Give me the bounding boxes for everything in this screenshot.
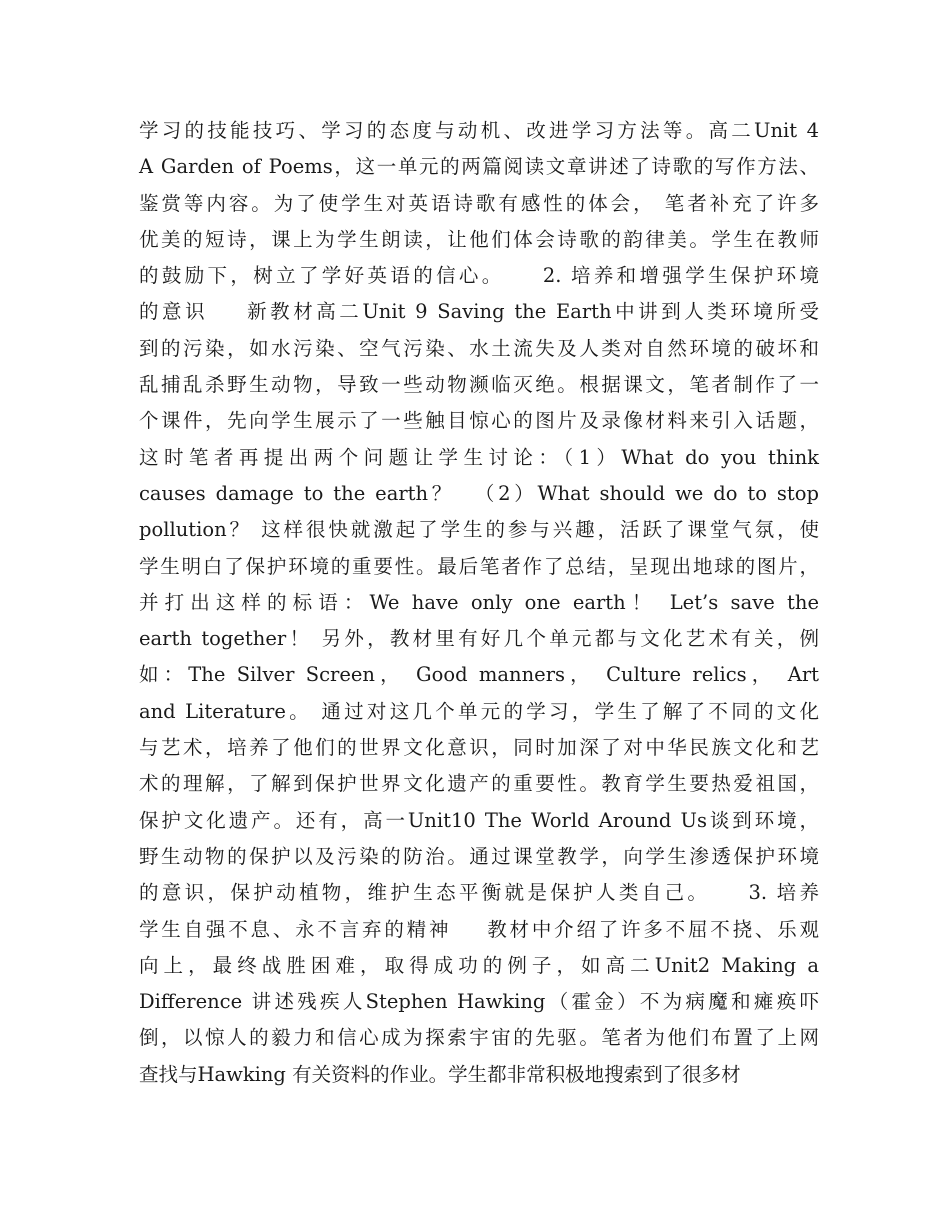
text-line-11: causes damage to the earth？ （2）What should we do to stop xyxy=(139,481,819,505)
text-line-27: 查找与Hawking 有关资料的作业。学生都非常积极地搜索到了很多材 xyxy=(139,1062,741,1086)
text-line-8: 乱捕乱杀野生动物，导致一些动物濒临灭绝。根据课文，笔者制作了一 xyxy=(139,373,819,397)
text-line-10: 这时笔者再提出两个问题让学生讨论：（1）What do you think xyxy=(139,445,819,469)
text-line-17: and Literature。 通过对这几个单元的学习，学生了解了不同的文化 xyxy=(139,699,819,723)
text-line-20: 保护文化遗产。还有，高一Unit10 The World Around Us谈到环境， xyxy=(139,808,819,832)
text-line-24: 向上，最终战胜困难，取得成功的例子，如高二Unit2 Making a xyxy=(139,953,819,977)
text-line-7: 到的污染，如水污染、空气污染、水土流失及人类对自然环境的破坏和 xyxy=(139,336,819,360)
text-line-14: 并打出这样的标语：We have only one earth！ Let’s save the xyxy=(139,590,819,614)
text-line-22: 的意识，保护动植物，维护生态平衡就是保护人类自己。 3. 培养 xyxy=(139,881,819,905)
text-line-18: 与艺术，培养了他们的世界文化意识，同时加深了对中华民族文化和艺 xyxy=(139,736,819,760)
text-line-3: 鉴赏等内容。为了使学生对英语诗歌有感性的体会， 笔者补充了许多 xyxy=(139,191,819,215)
text-line-13: 学生明白了保护环境的重要性。最后笔者作了总结，呈现出地球的图片， xyxy=(139,554,819,578)
text-line-5: 的鼓励下，树立了学好英语的信心。 2. 培养和增强学生保护环境 xyxy=(139,264,819,288)
text-line-2: A Garden of Poems，这一单元的两篇阅读文章讲述了诗歌的写作方法、 xyxy=(139,155,819,179)
body-text xyxy=(139,113,819,1093)
text-line-6: 的意识 新教材高二Unit 9 Saving the Earth中讲到人类环境所受 xyxy=(139,300,819,324)
text-line-25: Difference 讲述残疾人Stephen Hawking（霍金）不为病魔和瘫痪吓 xyxy=(139,990,819,1014)
text-line-4: 优美的短诗，课上为学生朗读，让他们体会诗歌的韵律美。学生在教师 xyxy=(139,227,819,251)
text-line-21: 野生动物的保护以及污染的防治。通过课堂教学，向学生渗透保护环境 xyxy=(139,844,819,868)
text-line-26: 倒，以惊人的毅力和信心成为探索宇宙的先驱。笔者为他们布置了上网 xyxy=(139,1026,819,1050)
text-line-15: earth together！ 另外，教材里有好几个单元都与文化艺术有关，例 xyxy=(139,627,819,651)
text-line-1: 学习的技能技巧、学习的态度与动机、改进学习方法等。高二Unit 4 xyxy=(139,119,819,142)
text-line-12: pollution？ 这样很快就激起了学生的参与兴趣，活跃了课堂气氛，使 xyxy=(139,518,819,542)
text-line-19: 术的理解，了解到保护世界文化遗产的重要性。教育学生要热爱祖国， xyxy=(139,772,819,796)
text-line-16: 如：The Silver Screen， Good manners， Culture relics， Art xyxy=(139,663,819,687)
text-line-9: 个课件，先向学生展示了一些触目惊心的图片及录像材料来引入话题， xyxy=(139,409,819,433)
text-line-23: 学生自强不息、永不言弃的精神 教材中介绍了许多不屈不挠、乐观 xyxy=(139,917,819,941)
